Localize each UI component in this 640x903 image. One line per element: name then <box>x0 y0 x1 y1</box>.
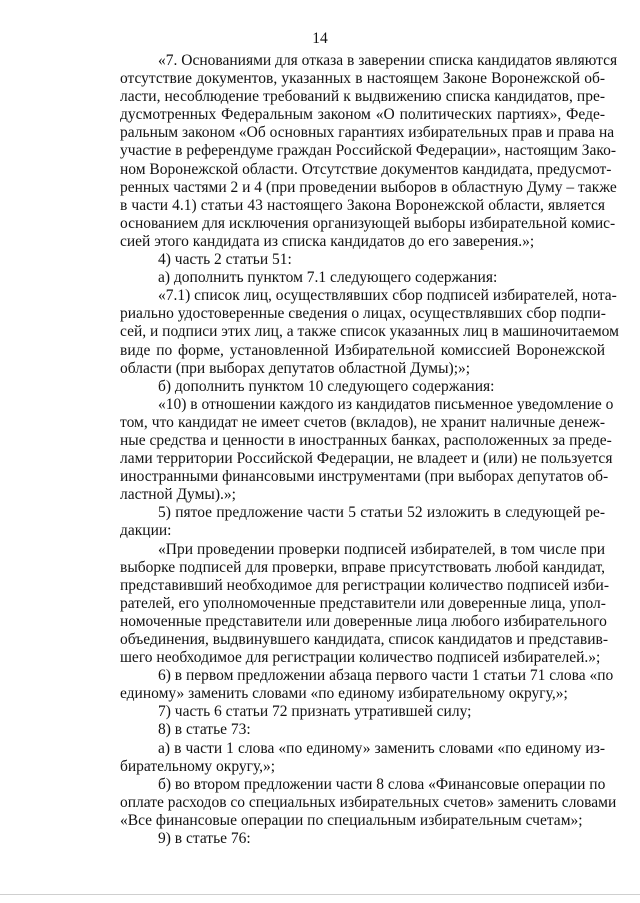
text-line: в части 4.1) статьи 43 настоящего Закона Воронежской области, является <box>120 196 605 214</box>
text-line: рателей, его уполномоченные представители или доверенные лица, упол- <box>120 594 606 612</box>
text-line: ласти, несоблюдение требований к выдвижению списка кандидатов, пре- <box>120 88 605 106</box>
text-line: отсутствие документов, указанных в настоящем Законе Воронежской об- <box>120 70 605 88</box>
text-line: ральным законом «Об основных гарантиях избирательных прав и права на <box>120 124 615 142</box>
text-line: участие в референдуме граждан Российской Федерации», настоящим Зако- <box>120 142 616 160</box>
text-line: а) дополнить пунктом 7.1 следующего содержания: <box>158 269 498 287</box>
text-line: ластной Думы).»; <box>120 486 236 504</box>
text-line: «При проведении проверки подписей избирателей, в том числе при <box>158 540 605 558</box>
text-line: ном Воронежской области. Отсутствие документов кандидата, предусмот- <box>120 160 612 178</box>
text-line: сей, и подписи этих лиц, а также список указанных лиц в машиночитаемом <box>120 323 619 341</box>
text-line: 6) в первом предложении абзаца первого части 1 статьи 71 слова «по <box>158 667 614 685</box>
text-line: том, что кандидат не имеет счетов (вкладов), не хранит наличные денеж- <box>120 413 605 431</box>
text-line: «7.1) список лиц, осуществлявших сбор подписей избирателей, нота- <box>158 287 617 305</box>
text-line: объединения, выдвинувшего кандидата, список кандидатов и представив- <box>120 631 609 648</box>
text-line: риально удостоверенные сведения о лицах, осуществлявших сбор подпи- <box>120 305 606 323</box>
text-line: номоченные представители или доверенные лица любого избирательного <box>120 612 607 630</box>
text-line: выборке подписей для проверки, вправе присутствовать любой кандидат, <box>120 558 605 576</box>
page-number: 14 <box>312 30 328 47</box>
text-line: ренных частями 2 и 4 (при проведении выборов в областную Думу – также <box>120 178 617 196</box>
page-bottom-divider <box>0 894 640 895</box>
text-line: б) во втором предложении части 8 слова «Финансовые операции по <box>158 775 606 793</box>
text-line: виде по форме, установленной Избирательной комиссией Воронежской <box>120 341 605 359</box>
document-body <box>120 52 619 848</box>
text-line: 9) в статье 76: <box>158 830 251 848</box>
text-line: сией этого кандидата из списка кандидатов до его заверения.»; <box>120 232 535 250</box>
text-line: единому» заменить словами «по единому избирательному округу,»; <box>120 685 568 703</box>
text-line: основанием для исключения организующей выборы избирательной комис- <box>120 214 616 232</box>
text-line: иностранными финансовыми инструментами (при выборах депутатов об- <box>120 468 609 486</box>
text-line: «7. Основаниями для отказа в заверении списка кандидатов являются <box>158 52 618 69</box>
text-line: оплате расходов со специальных избирательных счетов» заменить словами <box>120 793 617 811</box>
text-line: ные средства и ценности в иностранных банках, расположенных за преде- <box>120 431 612 449</box>
text-line: 4) часть 2 статьи 51: <box>158 251 292 269</box>
text-line: 7) часть 6 статьи 72 признать утратившей силу; <box>158 703 472 721</box>
text-line: 8) в статье 73: <box>158 721 251 739</box>
text-line: лами территории Российской Федерации, не владеет и (или) не пользуется <box>120 450 613 468</box>
text-line: б) дополнить пунктом 10 следующего содержания: <box>158 377 495 395</box>
text-line: «Все финансовые операции по специальным избирательным счетам»; <box>120 811 583 829</box>
text-line: представивший необходимое для регистрации количество подписей изби- <box>120 576 609 594</box>
text-line: области (при выборах депутатов областной Думы);»; <box>120 359 471 377</box>
text-line: бирательному округу,»; <box>120 757 276 775</box>
text-line: дусмотренных Федеральным законом «О политических партиях», Феде- <box>120 106 605 124</box>
text-line: шего необходимое для регистрации количество подписей избирателей.»; <box>120 649 601 667</box>
text-line: «10) в отношении каждого из кандидатов письменное уведомление о <box>158 395 614 413</box>
text-line: 5) пятое предложение части 5 статьи 52 изложить в следующей ре- <box>158 504 605 522</box>
text-line: дакции: <box>120 522 172 540</box>
text-line: а) в части 1 слова «по единому» заменить словами «по единому из- <box>158 739 605 757</box>
